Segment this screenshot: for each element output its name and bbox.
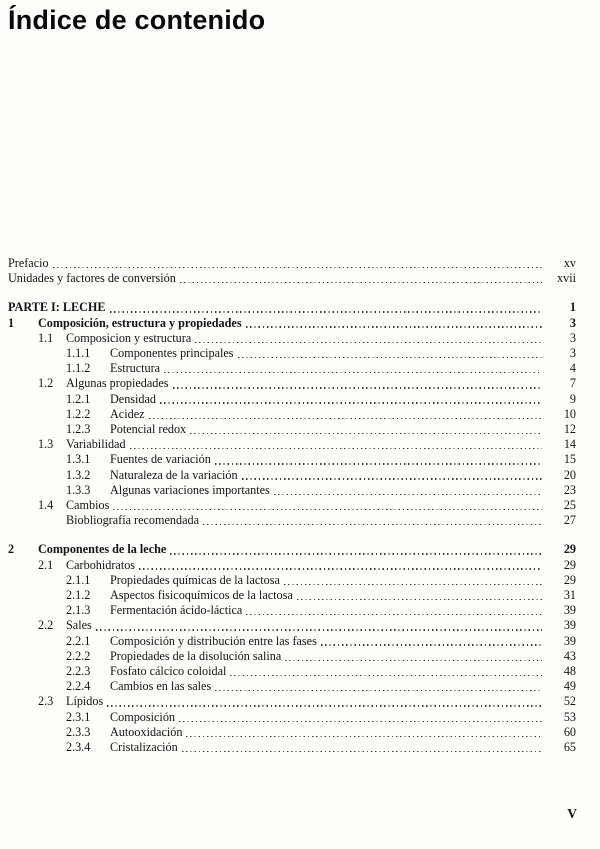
toc-entry-page: 14 — [563, 437, 576, 452]
toc-dot-leader — [203, 524, 542, 525]
toc-dot-leader — [160, 402, 542, 403]
toc-entry-page: 27 — [563, 513, 576, 528]
toc-entry — [8, 679, 576, 694]
toc-entry-label: Fuentes de variación — [110, 452, 211, 467]
toc-dot-leader — [246, 326, 542, 327]
toc-entry-label: Carbohidratos — [66, 557, 136, 572]
toc-entry-label: Variabilidad — [66, 437, 126, 452]
toc-entry-page: 29 — [563, 572, 576, 587]
toc-entry-label: Acidez — [110, 406, 145, 421]
toc-entry-number: 2.2.2 — [66, 648, 91, 663]
toc-entry-page: 29 — [563, 557, 576, 572]
toc-entry — [8, 468, 576, 483]
toc-entry-label: Aspectos fisicoquímicos de la lactosa — [110, 588, 293, 603]
toc-entry-page: 23 — [563, 482, 576, 497]
toc-entry-page: 60 — [563, 724, 576, 739]
toc-entry-number: 1.3.1 — [66, 452, 91, 467]
toc-dot-leader — [130, 448, 542, 449]
toc-list — [8, 256, 576, 755]
toc-entry-label: Composición, estructura y propiedades — [38, 315, 242, 330]
toc-entry — [8, 558, 576, 573]
toc-entry-label: Lípidos — [66, 694, 104, 709]
toc-entry-number: 1.1.2 — [66, 361, 91, 376]
toc-dot-leader — [190, 433, 542, 434]
toc-dot-leader — [113, 509, 542, 510]
toc-dot-leader — [215, 463, 542, 464]
toc-dot-leader — [179, 721, 542, 722]
toc-entry — [8, 498, 576, 513]
toc-entry-page: 48 — [563, 664, 576, 679]
toc-entry-page: 39 — [563, 633, 576, 648]
toc-dot-leader — [110, 311, 542, 312]
toc-entry-label: Componentes de la leche — [38, 542, 167, 557]
toc-entry-page: 9 — [569, 391, 576, 406]
toc-dot-leader — [297, 599, 542, 600]
toc-dot-leader — [180, 282, 542, 283]
toc-entry-number: 1.3 — [38, 437, 54, 452]
toc-entry-page: 43 — [563, 648, 576, 663]
toc-entry — [8, 256, 576, 271]
toc-entry-number: 1.2.3 — [66, 422, 91, 437]
toc-entry — [8, 740, 576, 755]
toc-dot-leader — [321, 644, 542, 645]
toc-entry-page: 39 — [563, 603, 576, 618]
toc-entry-number: 2.2.4 — [66, 679, 91, 694]
toc-entry-label: PARTE I: LECHE — [8, 300, 106, 315]
toc-entry-number: 2 — [8, 542, 15, 557]
toc-entry-page: xv — [563, 256, 576, 270]
toc-dot-leader — [53, 267, 542, 268]
toc-entry-label: Composición y distribución entre las fases — [110, 633, 317, 648]
toc-entry-page: 15 — [563, 452, 576, 467]
toc-entry-page: xvii — [557, 271, 576, 286]
toc-entry-label: Autooxidación — [110, 724, 183, 739]
toc-dot-leader — [149, 418, 542, 419]
toc-entry-page: 53 — [563, 709, 576, 724]
toc-entry-label: Propiedades químicas de la lactosa — [110, 572, 280, 587]
toc-entry — [8, 361, 576, 376]
toc-entry-page: 20 — [563, 467, 576, 482]
toc-entry — [8, 316, 576, 331]
toc-entry — [8, 542, 576, 557]
toc-entry-number: 1.2.2 — [66, 406, 91, 421]
toc-entry-label: Prefacio — [8, 256, 49, 270]
toc-entry — [8, 346, 576, 361]
toc-entry — [8, 710, 576, 725]
toc-entry-label: Componentes principales — [110, 346, 234, 361]
toc-entry-number: 1 — [8, 315, 15, 330]
toc-entry — [8, 392, 576, 407]
toc-entry-number: 2.1 — [38, 557, 54, 572]
toc-entry — [8, 271, 576, 286]
toc-entry-page: 29 — [563, 542, 576, 557]
toc-entry-page: 25 — [563, 498, 576, 513]
toc-entry-label: Sales — [66, 618, 92, 633]
toc-entry — [8, 588, 576, 603]
toc-entry-page: 65 — [563, 740, 576, 755]
toc-entry — [8, 573, 576, 588]
toc-dot-leader — [173, 387, 542, 388]
toc-entry-label: Fosfato cálcico coloidal — [110, 664, 227, 679]
toc-entry-number: 1.3.2 — [66, 467, 91, 482]
toc-entry-label: Cambios — [66, 498, 110, 513]
toc-entry-page: 4 — [569, 361, 576, 376]
toc-dot-leader — [238, 357, 542, 358]
toc-entry-number: 1.3.3 — [66, 482, 91, 497]
toc-entry — [8, 618, 576, 633]
toc-entry — [8, 664, 576, 679]
toc-entry-label: Potencial redox — [110, 422, 187, 437]
toc-entry-number: 2.3.3 — [66, 724, 91, 739]
toc-entry-page: 3 — [569, 315, 576, 330]
toc-dot-leader — [96, 629, 542, 630]
folio-page-number: V — [567, 806, 577, 821]
toc-entry-number: 2.1.3 — [66, 603, 91, 618]
toc-entry-page: 49 — [563, 679, 576, 694]
toc-entry-page: 3 — [569, 330, 576, 345]
toc-dot-leader — [274, 494, 542, 495]
toc-entry-number: 2.2.1 — [66, 633, 91, 648]
toc-entry-label: Naturaleza de la variación — [110, 467, 238, 482]
toc-entry-number: 2.3.4 — [66, 740, 91, 755]
toc-entry-label: Cristalización — [110, 740, 178, 755]
toc-entry-label: Composición — [110, 709, 176, 724]
toc-entry-label: Algunas propiedades — [66, 376, 169, 391]
toc-entry-label: Unidades y factores de conversión — [8, 271, 176, 286]
toc-entry-number: 2.1.1 — [66, 572, 91, 587]
toc-dot-leader — [139, 568, 542, 569]
toc-entry — [8, 513, 576, 528]
toc-entry-number: 2.2 — [38, 618, 54, 633]
toc-dot-leader — [164, 372, 542, 373]
toc-entry-page: 1 — [569, 300, 576, 315]
toc-entry-number: 1.1.1 — [66, 346, 91, 361]
toc-entry — [8, 300, 576, 315]
toc-entry — [8, 634, 576, 649]
toc-entry-label: Propiedades de la disolución salina — [110, 648, 282, 663]
toc-entry-label: Cambios en las sales — [110, 679, 212, 694]
toc-entry-page: 3 — [569, 346, 576, 361]
toc-entry-page: 31 — [563, 588, 576, 603]
toc-entry-page: 10 — [563, 406, 576, 421]
toc-entry — [8, 331, 576, 346]
toc-entry-number: 1.1 — [38, 330, 54, 345]
toc-dot-leader — [230, 675, 542, 676]
toc-entry — [8, 694, 576, 709]
toc-entry-page: 39 — [563, 618, 576, 633]
page-title: Índice de contenido — [8, 5, 266, 35]
toc-entry-page: 7 — [569, 376, 576, 391]
toc-entry — [8, 376, 576, 391]
toc-dot-leader — [186, 736, 542, 737]
toc-entry — [8, 437, 576, 452]
toc-entry — [8, 725, 576, 740]
toc-entry-label: Biobliografía recomendada — [66, 513, 199, 528]
toc-entry-number: 2.3.1 — [66, 709, 91, 724]
toc-entry-label: Fermentación ácido-láctica — [110, 603, 243, 618]
toc-entry-number: 1.2 — [38, 376, 54, 391]
toc-entry-label: Estructura — [110, 361, 161, 376]
toc-entry-label: Densidad — [110, 391, 157, 406]
toc-entry-label: Algunas variaciones importantes — [110, 482, 270, 497]
toc-entry-number: 1.4 — [38, 498, 54, 513]
toc-entry-page: 52 — [563, 694, 576, 709]
toc-dot-leader — [195, 342, 542, 343]
toc-dot-leader — [107, 705, 542, 706]
toc-entry-number: 2.1.2 — [66, 588, 91, 603]
toc-entry — [8, 407, 576, 422]
toc-entry — [8, 649, 576, 664]
toc-dot-leader — [182, 751, 542, 752]
toc-entry — [8, 603, 576, 618]
toc-entry-number: 2.3 — [38, 694, 54, 709]
toc-dot-leader — [285, 660, 542, 661]
toc-dot-leader — [284, 584, 542, 585]
toc-entry — [8, 483, 576, 498]
toc-entry-label: Composicion y estructura — [66, 330, 192, 345]
toc-dot-leader — [170, 553, 542, 554]
toc-entry — [8, 452, 576, 467]
toc-dot-leader — [215, 690, 542, 691]
toc-entry-number: 1.2.1 — [66, 391, 91, 406]
toc-entry-page: 12 — [563, 422, 576, 437]
toc-dot-leader — [246, 614, 542, 615]
toc-entry-number: 2.2.3 — [66, 664, 91, 679]
toc-dot-leader — [242, 478, 542, 479]
toc-entry — [8, 422, 576, 437]
